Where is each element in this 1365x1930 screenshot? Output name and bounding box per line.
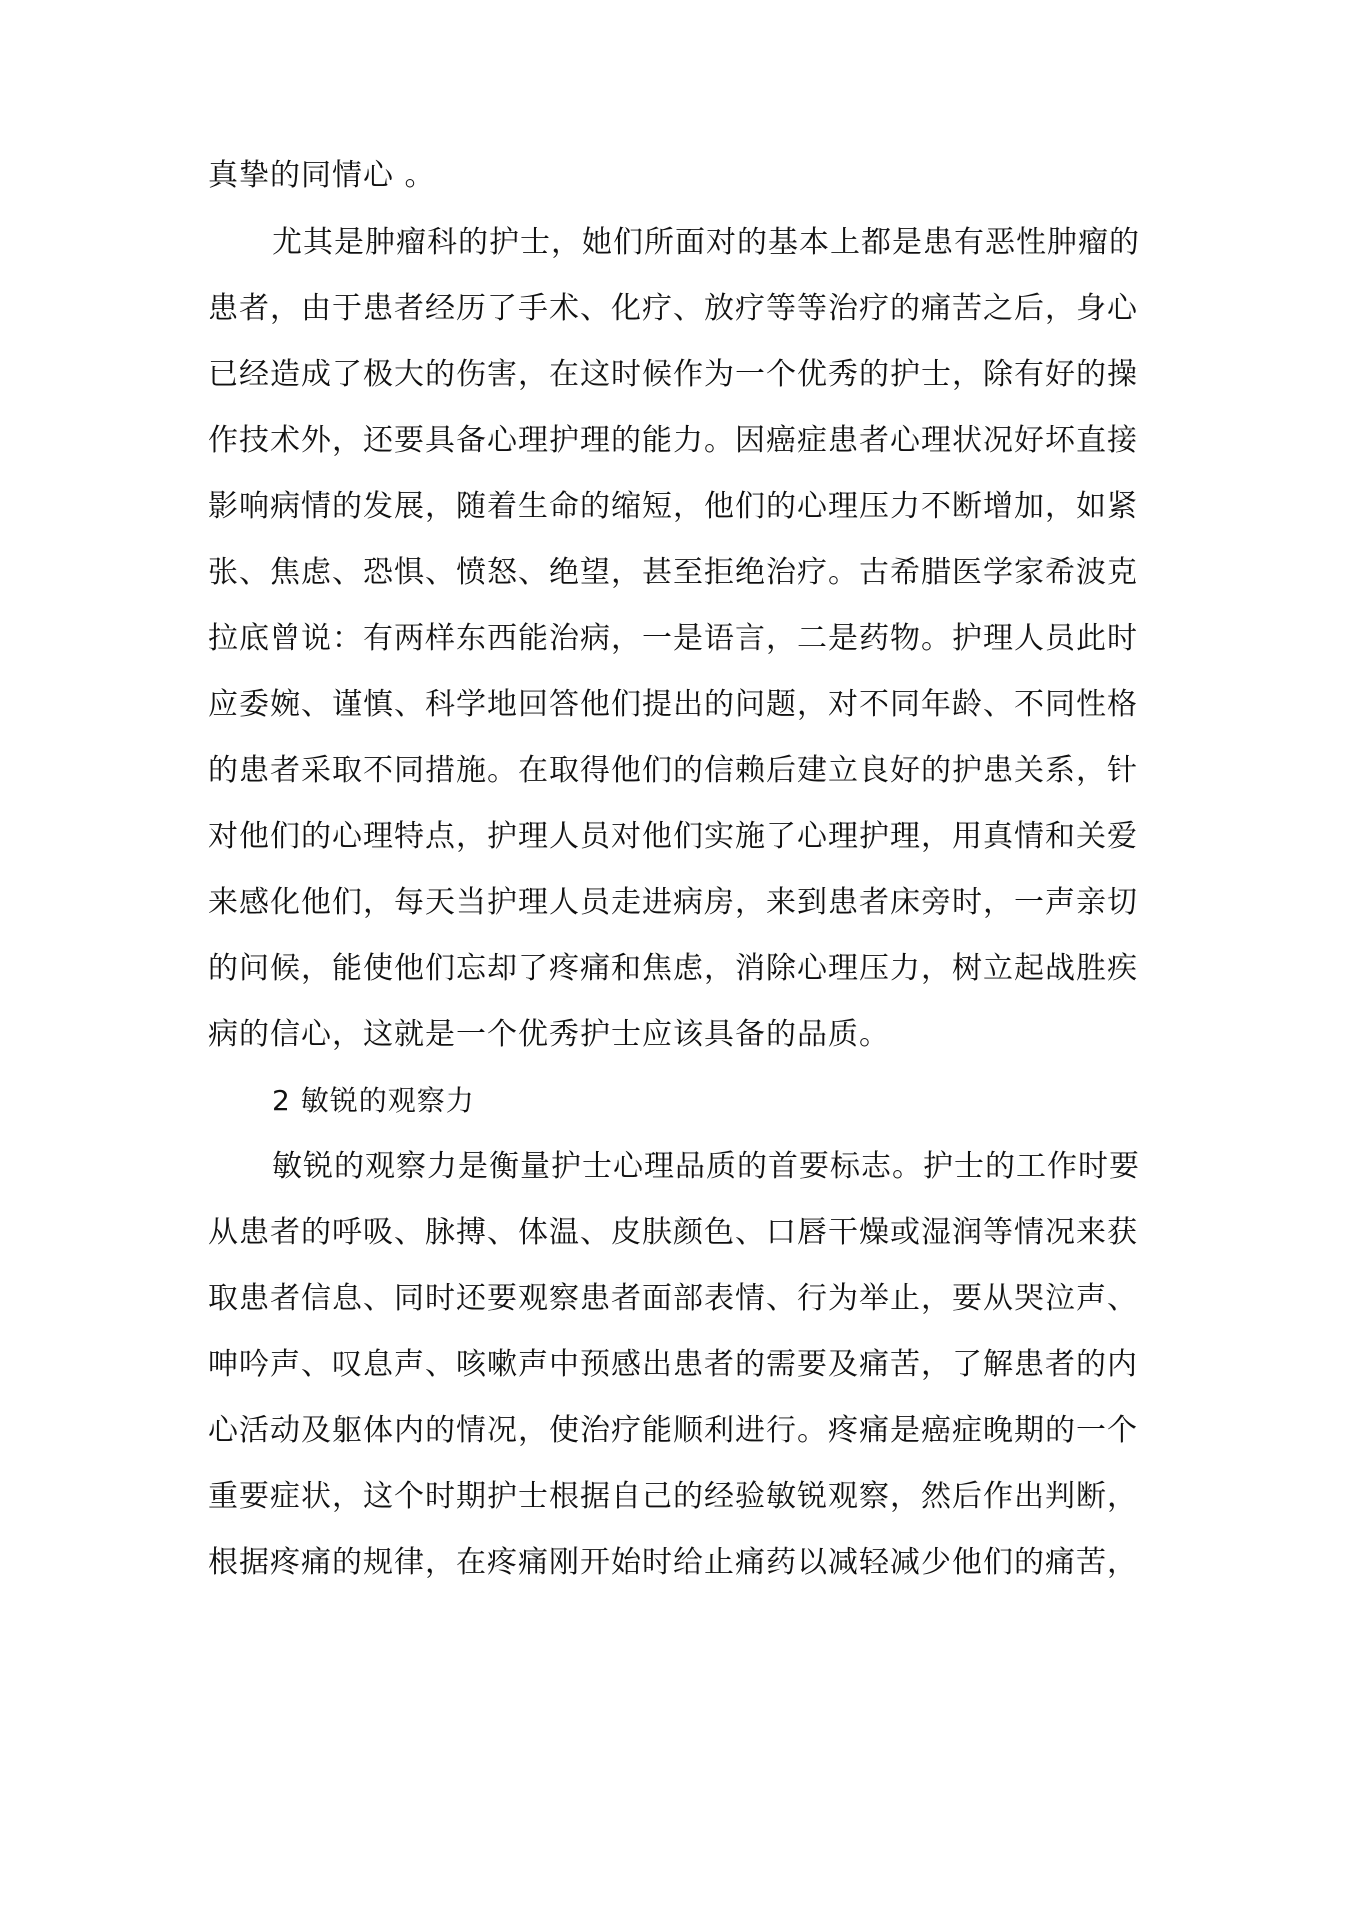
text-line-6: 影响病情的发展，随着生命的缩短，他们的心理压力不断增加，如紧 <box>208 489 1138 524</box>
section-heading: 2 敏锐的观察力 <box>272 1084 475 1117</box>
text-line-4: 已经造成了极大的伤害，在这时候作为一个优秀的护士，除有好的操 <box>208 357 1138 392</box>
paragraph-start-line: 敏锐的观察力是衡量护士心理品质的首要标志。护士的工作时要 <box>272 1149 1140 1184</box>
text-line-13: 的问候，能使他们忘却了疼痛和焦虑，消除心理压力，树立起战胜疾 <box>208 951 1138 986</box>
text-line-20: 心活动及躯体内的情况，使治疗能顺利进行。疼痛是癌症晚期的一个 <box>208 1413 1138 1448</box>
text-line-8: 拉底曾说：有两样东西能治病，一是语言，二是药物。护理人员此时 <box>208 621 1138 656</box>
text-line-12: 来感化他们，每天当护理人员走进病房，来到患者床旁时，一声亲切 <box>208 885 1138 920</box>
text-line-21: 重要症状，这个时期护士根据自己的经验敏锐观察，然后作出判断， <box>208 1479 1138 1514</box>
text-line-5: 作技术外，还要具备心理护理的能力。因癌症患者心理状况好坏直接 <box>208 423 1138 458</box>
text-line-14: 病的信心，这就是一个优秀护士应该具备的品质。 <box>208 1017 890 1052</box>
text-line-10: 的患者采取不同措施。在取得他们的信赖后建立良好的护患关系，针 <box>208 753 1138 788</box>
text-line-11: 对他们的心理特点，护理人员对他们实施了心理护理，用真情和关爱 <box>208 819 1138 854</box>
text-line-9: 应委婉、谨慎、科学地回答他们提出的问题，对不同年龄、不同性格 <box>208 687 1138 722</box>
paragraph-start-line: 尤其是肿瘤科的护士，她们所面对的基本上都是患有恶性肿瘤的 <box>272 225 1140 260</box>
text-line-18: 取患者信息、同时还要观察患者面部表情、行为举止，要从哭泣声、 <box>208 1281 1138 1316</box>
text-line-1: 真挚的同情心 。 <box>208 158 436 193</box>
text-line-19: 呻吟声、叹息声、咳嗽声中预感出患者的需要及痛苦，了解患者的内 <box>208 1347 1138 1382</box>
text-line-3: 患者，由于患者经历了手术、化疗、放疗等等治疗的痛苦之后，身心 <box>208 291 1138 326</box>
text-line-17: 从患者的呼吸、脉搏、体温、皮肤颜色、口唇干燥或湿润等情况来获 <box>208 1215 1138 1250</box>
text-line-22: 根据疼痛的规律，在疼痛刚开始时给止痛药以减轻减少他们的痛苦， <box>208 1545 1138 1580</box>
text-line-7: 张、焦虑、恐惧、愤怒、绝望，甚至拒绝治疗。古希腊医学家希波克 <box>208 555 1138 590</box>
